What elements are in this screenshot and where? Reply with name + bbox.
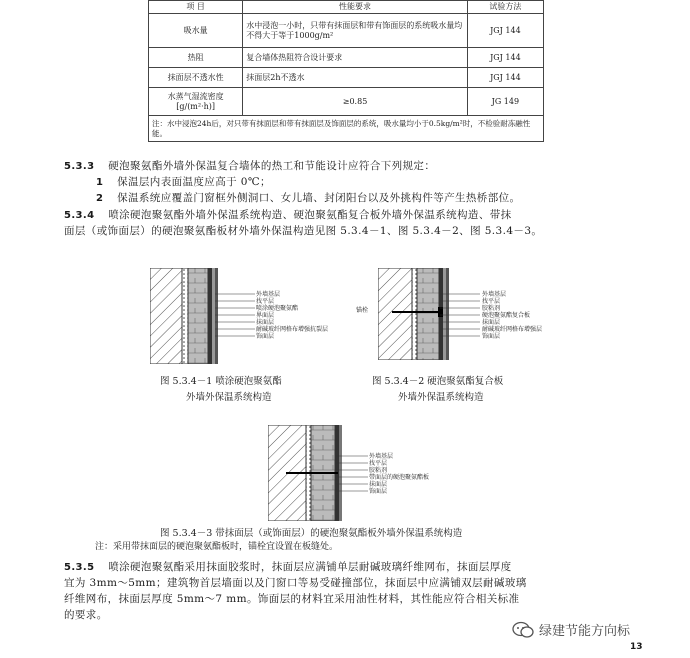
table-cell-item: 热阻 (149, 48, 243, 68)
figure-2-labels (482, 291, 542, 340)
section-text: 喷涂硬泡聚氨酯采用抹面胶浆时，抹面层应满铺单层耐碱玻璃纤维网布，抹面层厚度 (108, 561, 512, 573)
table-note: 注：水中浸泡24h后，对只带有抹面层和带有抹面层及饰面层的系统，吸水量均小于0.5kg/m²时，不检验耐冻融性能。 (149, 116, 544, 142)
list-item (96, 191, 520, 206)
table-cell-method: JGJ 144 (467, 48, 543, 68)
section-5-3-3 (64, 159, 435, 174)
section-text-continued: 纤维网布，抹面层厚度 5mm～7 mm。饰面层的材料宜采用油性材料，其性能应符合相关标准 (64, 593, 520, 605)
figure-2-caption: 图 5.3.4－2 硬泡聚氨酯复合板 (372, 376, 504, 387)
table-cell-item: 抹面层不透水性 (149, 68, 243, 88)
table-row (149, 48, 544, 68)
section-text: 喷涂硬泡聚氨酯外墙外保温系统构造、硬泡聚氨酯复合板外墙外保温系统构造、带抹 (108, 209, 512, 221)
table-cell-method: JGJ 144 (467, 68, 543, 88)
watermark-text: 绿建节能方向标 (539, 624, 631, 639)
anchor-label: 锚栓 (356, 307, 369, 314)
item-text: 保温层内表面温度应高于 0℃； (117, 176, 271, 188)
figure-2-leader-lines (440, 290, 480, 346)
table-cell-method: JG 149 (467, 88, 543, 116)
table-header-cell: 试验方法 (467, 1, 543, 14)
layer-label: 耐碱玻纤网格布增强抗裂层 (256, 326, 329, 333)
table-cell-requirement: 抹面层2h不透水 (243, 68, 467, 88)
list-item (96, 175, 271, 190)
table-cell-requirement: ≥0.85 (243, 88, 467, 116)
table-row (149, 68, 544, 88)
figure-3-leader-lines (336, 452, 368, 496)
layer-label: 外墙基层 (256, 291, 281, 298)
table-cell-item: 吸水量 (149, 14, 243, 48)
figure-2-caption: 外墙外保温系统构造 (398, 392, 484, 403)
layer-label: 外墙基层 (482, 291, 507, 298)
table-row (149, 88, 544, 116)
table-header-cell: 项 目 (149, 1, 243, 14)
layer-label: 找平层 (369, 460, 388, 467)
layer-label: 饰面层 (482, 333, 501, 340)
figure-1-labels (256, 291, 328, 340)
layer-label: 喷涂硬泡聚氨酯 (256, 305, 299, 312)
layer-label: 带面层的硬泡聚氨酯板 (369, 474, 430, 481)
layer-label: 饰面层 (256, 333, 275, 340)
figure-3-caption: 图 5.3.4－3 带抹面层（或饰面层）的硬泡聚氨酯板外墙外保温系统构造 (160, 528, 463, 539)
table-row (149, 14, 544, 48)
section-number: 5.3.5 (64, 562, 95, 573)
figure-1-caption: 图 5.3.4－1 喷涂硬泡聚氨酯 (160, 376, 282, 387)
table-header-row (149, 1, 544, 14)
section-text: 硬泡聚氨酯外墙外保温复合墙体的热工和节能设计应符合下列规定： (108, 160, 436, 172)
layer-label: 抹面层 (369, 481, 388, 488)
layer-label: 胶粘剂 (369, 467, 388, 474)
item-number: 2 (96, 193, 104, 204)
table-note-row (149, 116, 544, 142)
layer-label: 抹面层 (256, 319, 275, 326)
figure-1-caption: 外墙外保温系统构造 (186, 392, 272, 403)
figure-1-leader-lines (215, 290, 255, 346)
layer-label: 饰面层 (369, 488, 388, 495)
section-5-3-5 (64, 560, 512, 575)
layer-label: 外墙基层 (369, 453, 394, 460)
wechat-icon (512, 621, 534, 639)
section-text-continued: 宜为 3mm～5mm；建筑物首层墙面以及门窗口等易受碰撞部位，抹面层中应满铺双层耐碱玻璃 (64, 577, 527, 589)
layer-label: 抹面层 (482, 319, 501, 326)
section-5-3-4 (64, 208, 512, 223)
table-cell-requirement: 复合墙体热阻符合设计要求 (243, 48, 467, 68)
section-text-continued: 面层（或饰面层）的硬泡聚氨酯板材外墙外保温构造见图 5.3.4－1、图 5.3.4－2、图 5.3.4－3。 (64, 225, 543, 237)
table-cell-requirement: 水中浸泡一小时，只带有抹面层和带有饰面层的系统吸水量均不得大于等于1000g/m² (243, 14, 467, 48)
item-number: 1 (96, 177, 104, 188)
layer-label: 胶粘剂 (482, 305, 501, 312)
layer-label: 耐碱玻纤网格布增强层 (482, 326, 543, 333)
performance-table (148, 0, 544, 142)
figure-3-labels (369, 453, 429, 495)
section-text-continued: 的要求。 (64, 609, 108, 621)
watermark (512, 620, 630, 639)
layer-label: 硬泡聚氨酯复合板 (482, 312, 531, 319)
item-text: 保温系统应覆盖门窗框外侧洞口、女儿墙、封闭阳台以及外挑构件等产生热桥部位。 (117, 192, 521, 204)
figure-3-note: 注：采用带抹面层的硬泡聚氨酯板时，锚栓宜设置在板缝处。 (95, 542, 339, 552)
layer-label: 找平层 (482, 298, 501, 305)
page-number: 13 (630, 642, 643, 652)
layer-label: 界面层 (256, 312, 275, 319)
layer-label: 找平层 (256, 298, 275, 305)
section-number: 5.3.3 (64, 161, 95, 172)
table-header-cell: 性能要求 (243, 1, 467, 14)
table-cell-method: JGJ 144 (467, 14, 543, 48)
section-number: 5.3.4 (64, 210, 95, 221)
table-cell-item: 水蒸气湿流密度 [g/(m²·h)] (149, 88, 243, 116)
